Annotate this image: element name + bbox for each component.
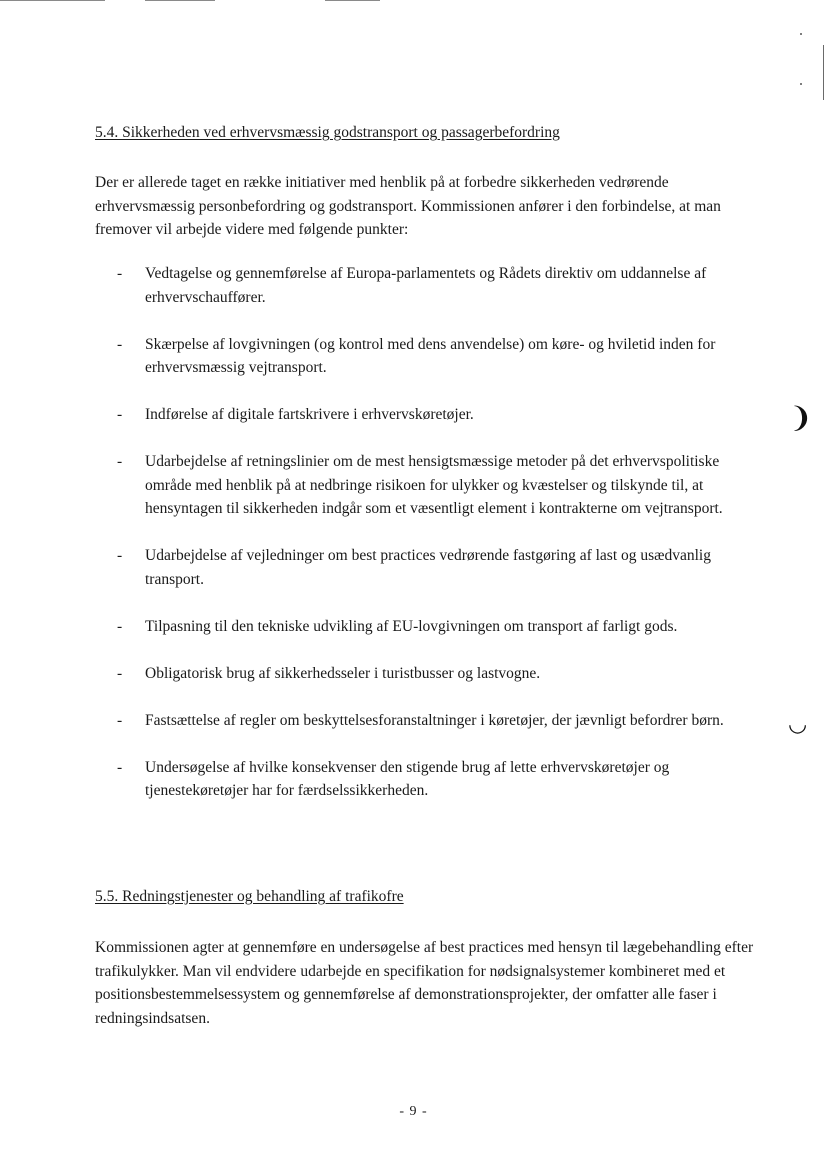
list-item [95, 450, 755, 521]
list-item [95, 709, 755, 733]
list-item [95, 403, 755, 427]
list-item-text: Vedtagelse og gennemførelse af Europa-parlamentets og Rådets direktiv om uddannelse af erhvervschauffører. [145, 265, 707, 306]
list-dash: - [117, 265, 123, 282]
section-heading-5-5: 5.5. Redningstjenester og behandling af trafikofre [95, 888, 404, 905]
list-dash: - [117, 335, 123, 353]
list-item-text: Obligatorisk brug af sikkerhedsseler i turistbusser og lastvogne. [145, 664, 541, 682]
list-item-text: Udarbejdelse af retningslinier om de mest hensigtsmæssige metoder på det erhvervspolitiske område med henblik på at nedbringe risikoen for ulykker og kvæstelser og tilskynde til, at hensyntagen til sikkerheden indgår som et væsentligt element i kontrakterne om vejtransport. [145, 453, 723, 517]
list-item-text: Udarbejdelse af vejledninger om best practices vedrørende fastgøring af last og usædvanlig transport. [145, 547, 711, 588]
list-item-text: Fastsættelse af regler om beskyttelsesforanstaltninger i køretøjer, der jævnligt befordrer børn. [145, 711, 724, 729]
section-intro-paragraph: Der er allerede taget en række initiativer med henblik på at forbedre sikkerheden vedrørende erhvervsmæssig personbefordring og godstransport. Kommissionen anfører i den forbindelse, at man fremover vil arbejde videre med følgende punkter: [95, 174, 721, 238]
list-dash: - [117, 453, 123, 470]
list-dash: - [117, 617, 123, 635]
list-dash: - [117, 711, 123, 729]
list-item [95, 615, 755, 639]
scan-artifact-edge [823, 45, 824, 100]
list-dash: - [117, 547, 123, 564]
margin-mark-curve-icon: ◡ [788, 712, 808, 737]
scan-artifact-line [325, 0, 380, 1]
page-number: - 9 - [399, 1104, 428, 1119]
measures-list [95, 262, 755, 826]
list-item [95, 662, 755, 686]
list-item [95, 756, 755, 803]
scan-artifact-dot [800, 33, 802, 35]
list-item-text: Skærpelse af lovgivningen (og kontrol med dens anvendelse) om køre- og hviletid inden for erhvervsmæssig vejtransport. [145, 335, 716, 376]
scan-artifact-line [145, 0, 215, 1]
scan-artifact-dot [800, 83, 802, 85]
list-item-text: Tilpasning til den tekniske udvikling af EU-lovgivningen om transport af farligt gods. [145, 617, 678, 635]
list-dash: - [117, 758, 123, 776]
list-item [95, 544, 755, 591]
section-body-paragraph: Kommissionen agter at gennemføre en undersøgelse af best practices med hensyn til lægebehandling efter trafikulykker. Man vil endvidere udarbejde en specifikation for nødsignalsystemer kombineret med et positionsbestemmelsessystem og gennemførelse af demonstrationsprojekter, der omfatter alle faser i redningsindsatsen. [95, 939, 754, 1027]
margin-mark-bracket-icon: ❩ [789, 401, 813, 434]
list-item-text: Undersøgelse af hvilke konsekvenser den stigende brug af lette erhvervskøretøjer og tjenestekøretøjer har for færdselssikkerheden. [145, 758, 670, 799]
list-item [95, 333, 755, 380]
section-heading-5-4: 5.4. Sikkerheden ved erhvervsmæssig godstransport og passagerbefordring [95, 124, 560, 141]
scan-artifact-line [0, 0, 105, 1]
list-dash: - [117, 664, 123, 682]
list-dash: - [117, 406, 123, 423]
list-item [95, 262, 755, 309]
list-item-text: Indførelse af digitale fartskrivere i erhvervskøretøjer. [145, 406, 474, 423]
